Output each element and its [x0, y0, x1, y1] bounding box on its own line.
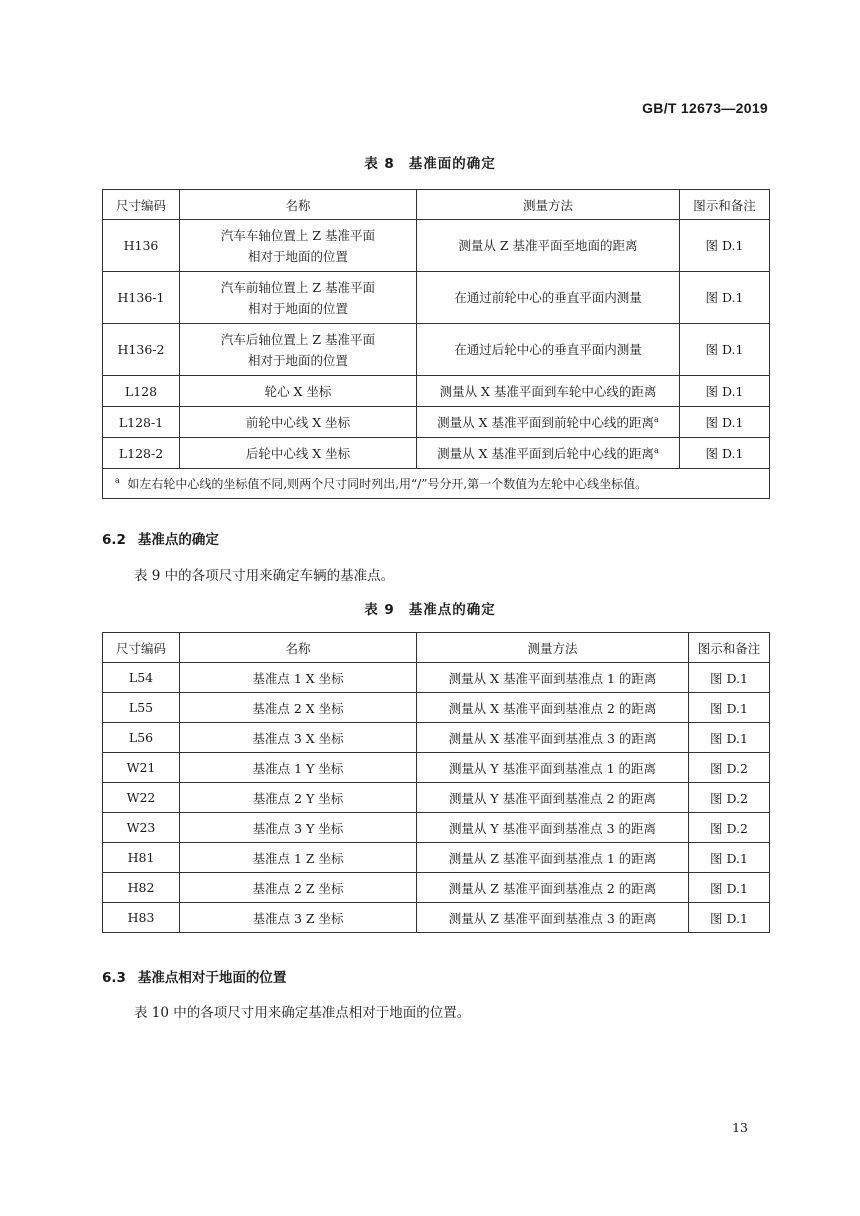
- cell-name: 基准点 3 Z 坐标: [180, 903, 417, 933]
- cell-name: [180, 324, 417, 376]
- section-6-3-heading: [102, 966, 286, 986]
- table8-caption: [0, 152, 860, 172]
- cell-name: 基准点 3 Y 坐标: [180, 813, 417, 843]
- section-number: 6.3: [102, 970, 126, 986]
- table9-col-note: 图示和备注: [689, 633, 770, 663]
- cell-note: 图 D.1: [689, 903, 770, 933]
- cell-name: 基准点 1 X 坐标: [180, 663, 417, 693]
- section-6-3-paragraph: 表 10 中的各项尺寸用来确定基准点相对于地面的位置。: [134, 1005, 471, 1021]
- cell-name: 基准点 2 X 坐标: [180, 693, 417, 723]
- cell-name: 前轮中心线 X 坐标: [180, 407, 417, 438]
- table-row: [103, 903, 770, 933]
- cell-method: 测量从 X 基准平面到车轮中心线的距离: [417, 376, 680, 407]
- table9-caption-title: 基准点的确定: [408, 602, 496, 618]
- cell-method: 测量从 X 基准平面到基准点 1 的距离: [417, 663, 689, 693]
- cell-method: [417, 407, 680, 438]
- cell-method: [417, 438, 680, 469]
- section-6-2-paragraph: 表 9 中的各项尺寸用来确定车辆的基准点。: [134, 568, 395, 584]
- table9-header-row: [103, 633, 770, 663]
- cell-name: 基准点 2 Z 坐标: [180, 873, 417, 903]
- table-row: [103, 407, 770, 438]
- table-row: [103, 324, 770, 376]
- cell-name-line2: 相对于地面的位置: [247, 300, 348, 316]
- table-row: [103, 873, 770, 903]
- table8-caption-title: 基准面的确定: [408, 156, 496, 172]
- cell-method: 测量从 Z 基准平面至地面的距离: [417, 220, 680, 272]
- table9-col-code: 尺寸编码: [103, 633, 180, 663]
- standard-number: GB/T 12673—2019: [642, 100, 768, 116]
- cell-method: 测量从 Z 基准平面到基准点 2 的距离: [417, 873, 689, 903]
- cell-method: 测量从 Y 基准平面到基准点 3 的距离: [417, 813, 689, 843]
- table8-caption-number: 表 8: [364, 156, 395, 172]
- table-row: [103, 376, 770, 407]
- section-number: 6.2: [102, 532, 126, 548]
- table-row: [103, 813, 770, 843]
- section-title: 基准点相对于地面的位置: [137, 970, 287, 986]
- cell-method: 测量从 X 基准平面到基准点 3 的距离: [417, 723, 689, 753]
- cell-code: W23: [103, 813, 180, 843]
- table-row: [103, 783, 770, 813]
- cell-code: L54: [103, 663, 180, 693]
- footnote-mark: a: [654, 445, 659, 455]
- table9-col-name: 名称: [180, 633, 417, 663]
- cell-name: 后轮中心线 X 坐标: [180, 438, 417, 469]
- cell-name: 基准点 3 X 坐标: [180, 723, 417, 753]
- cell-method: 测量从 Y 基准平面到基准点 1 的距离: [417, 753, 689, 783]
- cell-note: 图 D.1: [680, 376, 770, 407]
- cell-method-text: 测量从 X 基准平面到后轮中心线的距离: [437, 446, 655, 461]
- cell-code: L55: [103, 693, 180, 723]
- cell-code: H82: [103, 873, 180, 903]
- cell-note: 图 D.2: [689, 753, 770, 783]
- table9-col-method: 测量方法: [417, 633, 689, 663]
- cell-note: 图 D.1: [689, 843, 770, 873]
- cell-note: 图 D.1: [689, 723, 770, 753]
- cell-note: 图 D.1: [680, 272, 770, 324]
- cell-code: W22: [103, 783, 180, 813]
- cell-name: [180, 220, 417, 272]
- table-row: [103, 220, 770, 272]
- cell-code: H83: [103, 903, 180, 933]
- cell-note: 图 D.1: [680, 324, 770, 376]
- cell-name-line2: 相对于地面的位置: [247, 248, 348, 264]
- cell-code: H136-1: [103, 272, 180, 324]
- table8-footnote: [103, 469, 770, 499]
- footnote-mark: a: [654, 414, 659, 424]
- table-row: [103, 438, 770, 469]
- table-row: [103, 843, 770, 873]
- cell-note: 图 D.2: [689, 813, 770, 843]
- table8-col-note: 图示和备注: [680, 190, 770, 220]
- cell-code: L56: [103, 723, 180, 753]
- table9-caption: [0, 598, 860, 618]
- table-row: [103, 753, 770, 783]
- cell-method-text: 测量从 X 基准平面到前轮中心线的距离: [437, 415, 655, 430]
- table8-header-row: [103, 190, 770, 220]
- cell-note: 图 D.1: [689, 873, 770, 903]
- cell-name-line1: 汽车车轴位置上 Z 基准平面: [220, 227, 376, 243]
- cell-note: 图 D.1: [680, 438, 770, 469]
- cell-note: 图 D.1: [680, 220, 770, 272]
- table-row: [103, 723, 770, 753]
- footnote-text: 如左右轮中心线的坐标值不同,则两个尺寸同时列出,用“/”号分开,第一个数值为左轮中心线坐标值。: [127, 477, 648, 491]
- cell-code: L128-2: [103, 438, 180, 469]
- cell-name: [180, 272, 417, 324]
- cell-name: 基准点 1 Z 坐标: [180, 843, 417, 873]
- page-number: 13: [732, 1120, 748, 1135]
- cell-method: 测量从 Y 基准平面到基准点 2 的距离: [417, 783, 689, 813]
- table-row: [103, 272, 770, 324]
- table8-footnote-row: [103, 469, 770, 499]
- cell-note: 图 D.1: [680, 407, 770, 438]
- table8-col-name: 名称: [180, 190, 417, 220]
- cell-name-line2: 相对于地面的位置: [247, 352, 348, 368]
- cell-method: 测量从 Z 基准平面到基准点 1 的距离: [417, 843, 689, 873]
- cell-code: H81: [103, 843, 180, 873]
- cell-code: H136: [103, 220, 180, 272]
- table8-col-code: 尺寸编码: [103, 190, 180, 220]
- cell-code: L128: [103, 376, 180, 407]
- table9-caption-number: 表 9: [364, 602, 395, 618]
- cell-method: 在通过前轮中心的垂直平面内测量: [417, 272, 680, 324]
- table-row: [103, 663, 770, 693]
- cell-method: 测量从 Z 基准平面到基准点 3 的距离: [417, 903, 689, 933]
- section-title: 基准点的确定: [137, 532, 219, 548]
- cell-name-line1: 汽车前轴位置上 Z 基准平面: [220, 279, 376, 295]
- table8: [102, 189, 770, 499]
- cell-method: 测量从 X 基准平面到基准点 2 的距离: [417, 693, 689, 723]
- cell-note: 图 D.1: [689, 663, 770, 693]
- cell-name: 基准点 2 Y 坐标: [180, 783, 417, 813]
- footnote-mark: a: [115, 476, 120, 485]
- table-row: [103, 693, 770, 723]
- cell-code: W21: [103, 753, 180, 783]
- section-6-2-heading: [102, 528, 219, 548]
- cell-method: 在通过后轮中心的垂直平面内测量: [417, 324, 680, 376]
- cell-note: 图 D.1: [689, 693, 770, 723]
- cell-note: 图 D.2: [689, 783, 770, 813]
- cell-code: H136-2: [103, 324, 180, 376]
- cell-name: 基准点 1 Y 坐标: [180, 753, 417, 783]
- cell-name-line1: 汽车后轴位置上 Z 基准平面: [220, 331, 376, 347]
- cell-code: L128-1: [103, 407, 180, 438]
- cell-name: 轮心 X 坐标: [180, 376, 417, 407]
- table9: [102, 632, 770, 933]
- table8-col-method: 测量方法: [417, 190, 680, 220]
